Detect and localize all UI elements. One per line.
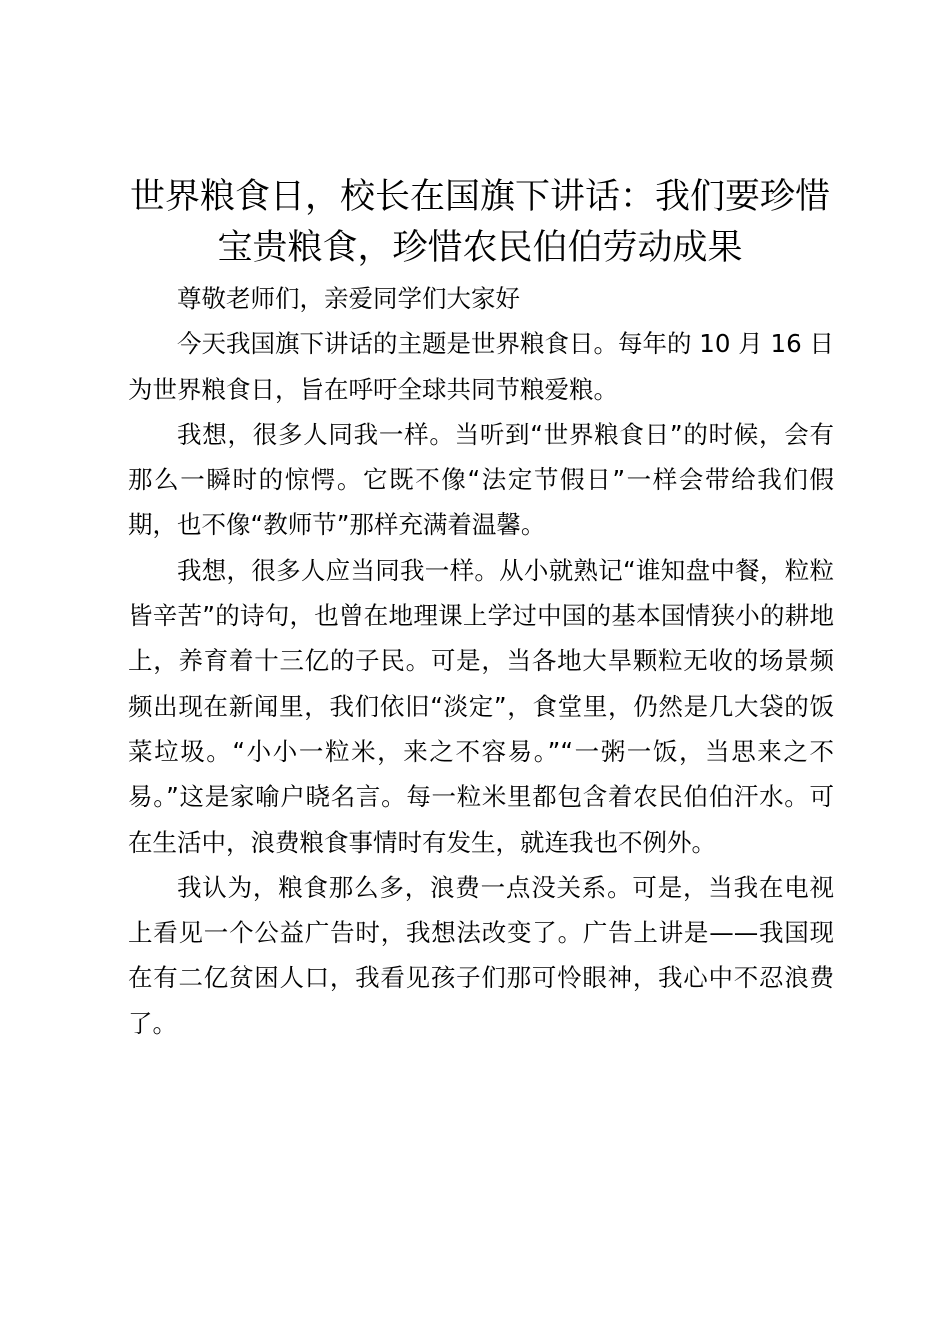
document-title [110,172,850,274]
paragraph-greeting: 尊敬老师们，亲爱同学们大家好 [177,284,520,313]
paragraph-change: 我认为，粮食那么多，浪费一点没关系。可是，当我在电视上看见一个公益广告时，我想法改变了。广告上讲是——我国现在有二亿贫困人口，我看见孩子们那可怜眼神，我心中不忍浪费了。 [128,872,834,1038]
paragraph-topic: 今天我国旗下讲话的主题是世界粮食日。每年的 10 月 16 日为世界粮食日，旨在呼吁全球共同节粮爱粮。 [128,329,834,404]
document-body [128,276,834,1046]
paragraph-surprise: 我想，很多人同我一样。当听到“世界粮食日”的时候，会有那么一瞬时的惊愕。它既不像“法定节假日”一样会带给我们假期，也不像“教师节”那样充满着温馨。 [128,419,834,540]
paragraph-waste: 我想，很多人应当同我一样。从小就熟记“谁知盘中餐，粒粒皆辛苦”的诗句，也曾在地理课上学过中国的基本国情狭小的耕地上，养育着十三亿的子民。可是，当各地大旱颗粒无收的场景频频出现在新闻里，我们依旧“淡定”，食堂里，仍然是几大袋的饭菜垃圾。“小小一粒米，来之不容易。”“一粥一饭，当思来之不易。”这是家喻户晓名言。每一粒米里都包含着农民伯伯汗水。可在生活中，浪费粮食事情时有发生，就连我也不例外。 [128,555,834,857]
title-line-1: 世界粮食日，校长在国旗下讲话：我们要珍惜 [129,177,830,217]
title-line-2: 宝贵粮食，珍惜农民伯伯劳动成果 [217,228,743,268]
